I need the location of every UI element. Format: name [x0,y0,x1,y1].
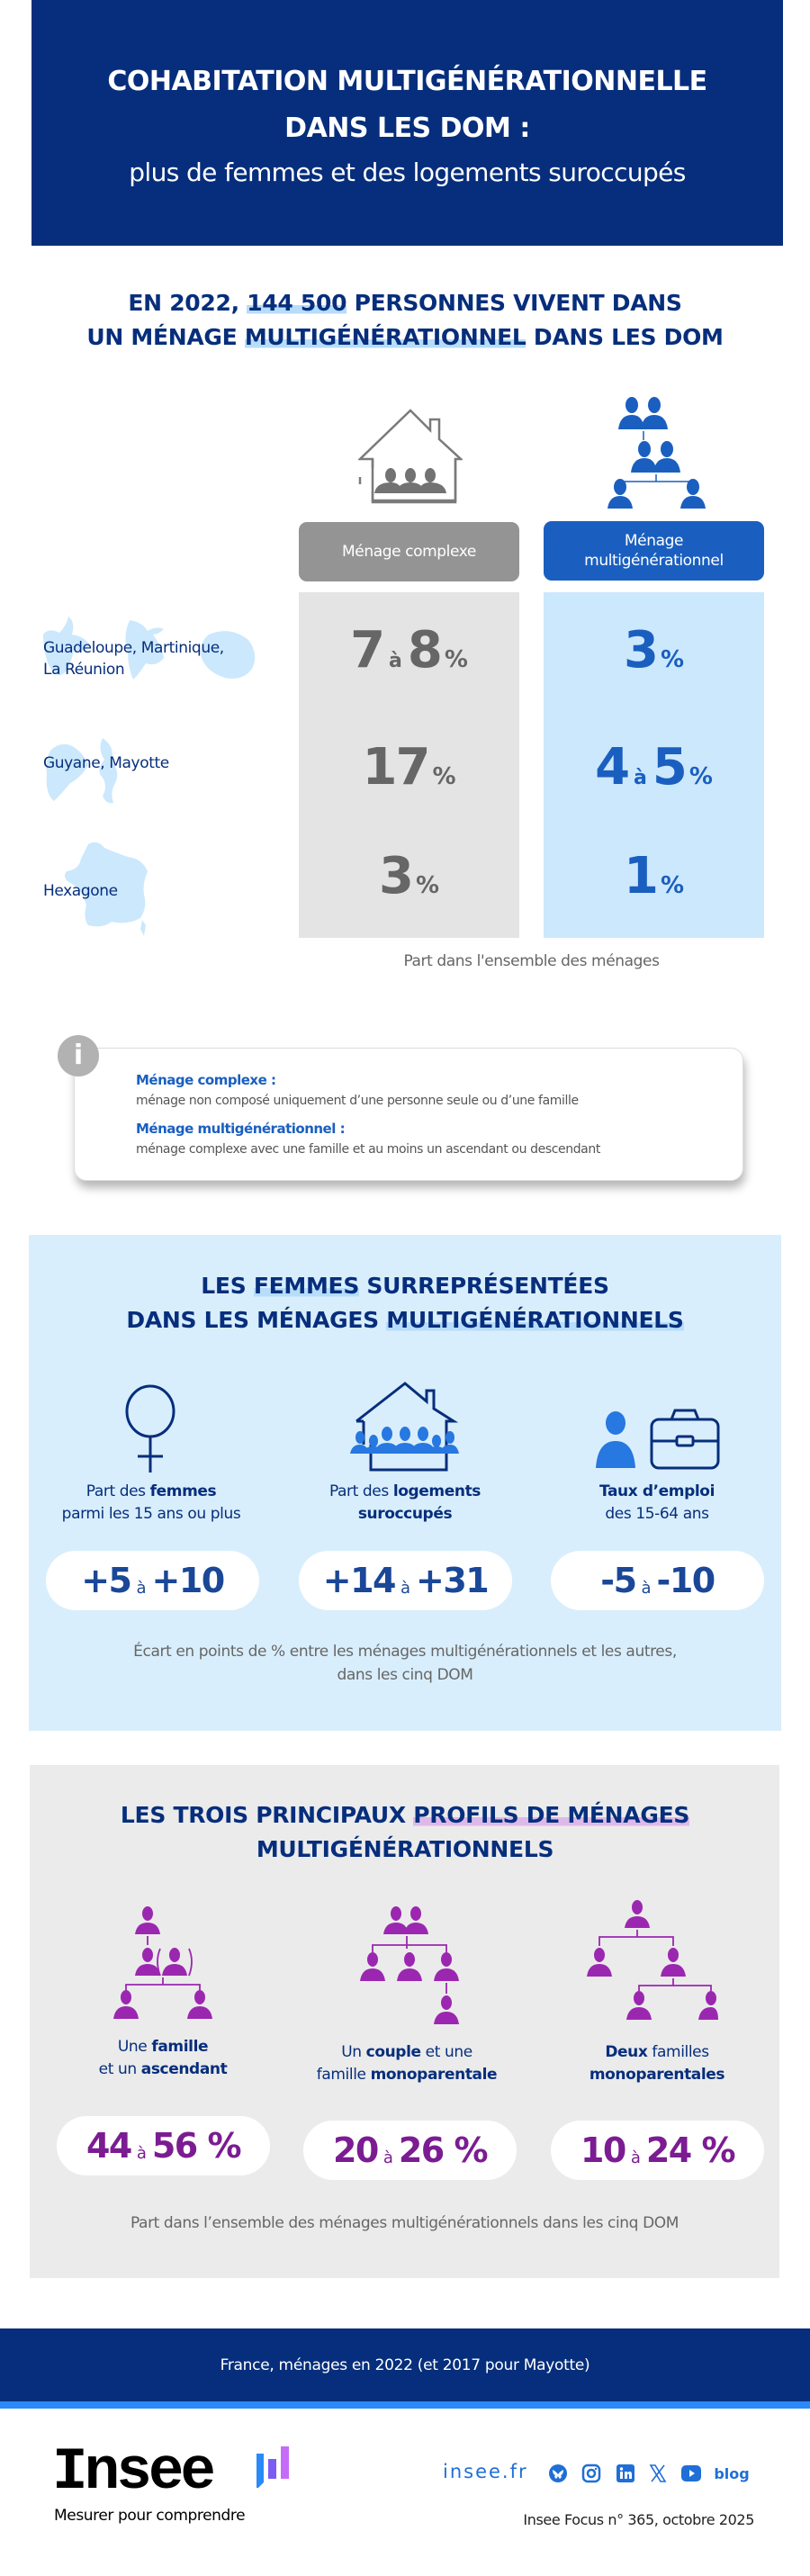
value-pill-overcrowded-housing [299,1551,512,1610]
label-bold: couple [365,2043,421,2061]
title-text: LES TROIS PRINCIPAUX [120,1802,414,1828]
definition-term: Ménage multigénérationnel : [136,1121,346,1137]
profile-label-family-ascendant [46,2036,280,2081]
highlight-word: PROFILS DE MÉNAGES [413,1802,690,1828]
value-number: +5 [81,1561,131,1600]
region-label-antilles-reunion [43,637,277,680]
section2-footnote [29,1640,781,1687]
label-text: et une [420,2043,472,2061]
value-number: 24 % [645,2130,735,2170]
column-header-label: multigénérationnel [584,552,724,570]
value-number: 8 [407,621,441,680]
region-label-hexagone [43,880,277,902]
value-unit: % [660,646,685,673]
value-unit: % [415,872,440,899]
value-multi-antilles-reunion [544,621,764,680]
value-separator: à [136,1578,147,1598]
value-number: -10 [656,1561,715,1600]
column-header-menage-complexe [299,522,519,581]
value-number: 17 [362,738,429,797]
label-bold: ascendant [140,2060,228,2078]
title-text: UN MÉNAGE [86,324,245,350]
youtube-icon[interactable] [681,2463,701,2483]
label-text: famille [316,2066,371,2084]
value-unit: % [444,646,468,673]
blog-label: blog [714,2464,750,2482]
title-text: LES [201,1273,254,1299]
generations-tree-icon [608,392,706,509]
title-line-1: COHABITATION MULTIGÉNÉRATIONNELLE [107,66,707,97]
column-header-label: Ménage [624,532,684,550]
label-text: et un [98,2060,141,2078]
section3-title [0,1798,810,1867]
definition-text: ménage complexe avec une famille et au moins un ascendant ou descendant [136,1142,600,1157]
main-title [107,59,706,152]
value-pill-family-ascendant [57,2116,270,2175]
source-band [0,2328,810,2401]
highlight-word: MULTIGÉNÉRATIONNEL [244,324,526,350]
footnote-line: Écart en points de % entre les ménages multigénérationnels et les autres, [133,1643,677,1661]
value-number: 5 [652,738,686,797]
value-number: 56 % [151,2126,241,2166]
value-pill-couple-single-parent [303,2121,517,2180]
value-unit: % [660,872,685,899]
definitions-box [74,1048,743,1181]
highlight-number: 144 500 [247,290,347,316]
section2-title [0,1269,810,1338]
highlight-word: FEMMES [253,1273,360,1299]
label-text: des 15-64 ans [605,1505,709,1523]
value-multi-guyane-mayotte [544,738,764,797]
x-icon[interactable] [648,2463,668,2483]
label-text: Part des [328,1482,393,1500]
instagram-icon[interactable] [581,2463,601,2483]
value-number: +31 [416,1561,489,1600]
header-banner [32,0,783,246]
value-separator: à [400,1578,411,1598]
value-number: 7 [350,621,384,680]
label-bold: monoparentales [589,2066,725,2084]
female-symbol-icon [122,1384,179,1474]
value-number: -5 [600,1561,636,1600]
value-unit: % [688,763,713,790]
label-text: familles [647,2043,709,2061]
region-label-guyane-mayotte [43,752,277,774]
source-text: France, ménages en 2022 (et 2017 pour Mayotte) [220,2355,590,2374]
definition-term: Ménage complexe : [136,1072,276,1088]
family-with-ascendant-icon [113,1905,212,2022]
linkedin-icon[interactable] [616,2463,635,2483]
guyane-mayotte-map-icon [43,738,142,810]
column-header-menage-multigenerationnel [544,521,764,581]
footnote-line: dans les cinq DOM [337,1666,473,1684]
couple-and-single-parent-icon [360,1905,459,2027]
value-complex-antilles-reunion [299,621,519,680]
value-number: 44 [86,2126,131,2166]
insee-logo[interactable]: Insee [52,2438,213,2506]
title-text: DANS LES DOM [526,324,724,350]
label-bold: famille [151,2038,209,2056]
region-label-line: Guyane, Mayotte [43,754,169,772]
value-number: 3 [378,847,412,905]
label-text: Part des [86,1482,150,1500]
value-separator: à [634,767,647,789]
title-text: EN 2022, [128,290,248,316]
profile-label-two-single-parent-families [540,2041,774,2086]
value-complex-hexagone [299,847,519,905]
value-number: 20 [332,2130,378,2170]
label-bold: femmes [149,1482,217,1500]
logo-tagline: Mesurer pour comprendre [54,2507,246,2525]
label-bold: suroccupés [357,1505,453,1523]
indicator-label-women [34,1481,268,1526]
value-number: 4 [595,738,629,797]
value-pill-employment-rate [551,1551,764,1610]
value-number: 3 [623,621,657,680]
value-separator: à [389,650,402,672]
value-number: 26 % [398,2130,488,2170]
region-label-line: Hexagone [43,882,118,900]
two-single-parent-families-icon [583,1899,718,2025]
label-bold: logements [392,1482,482,1500]
value-separator: à [382,2148,393,2167]
indicator-label-employment-rate [540,1481,774,1526]
value-number: +14 [322,1561,395,1600]
value-separator: à [641,1578,652,1598]
value-complex-guyane-mayotte [299,738,519,797]
value-multi-hexagone [544,847,764,905]
indicator-label-overcrowded-housing [288,1481,522,1526]
bluesky-icon[interactable] [548,2463,568,2483]
value-number: 10 [580,2130,626,2170]
value-separator: à [136,2143,147,2163]
label-bold: monoparentale [370,2066,498,2084]
site-link[interactable]: insee.fr [443,2461,528,2482]
label-bold: Deux [605,2043,648,2061]
accent-stripe [0,2401,810,2409]
blog-icon[interactable] [716,2463,748,2483]
title-line-2: DANS LES DOM : [284,113,530,144]
region-label-line: Guadeloupe, Martinique, [43,639,224,657]
definition-text: ménage non composé uniquement d’une personne seule ou d’une famille [136,1094,579,1108]
profile-label-couple-single-parent [290,2041,524,2086]
value-number: 1 [623,847,657,905]
column-header-label: Ménage complexe [342,543,476,561]
value-number: +10 [151,1561,224,1600]
column-menage-complexe [299,592,519,938]
crowded-house-icon [349,1382,461,1472]
column-menage-multigenerationnel [544,592,764,938]
label-text: Un [341,2043,366,2061]
value-pill-women [46,1551,259,1610]
person-briefcase-icon [594,1409,720,1470]
section3-footnote: Part dans l’ensemble des ménages multigénérationnels dans les cinq DOM [130,2214,680,2232]
insee-logo-bars-icon [256,2446,291,2488]
title-text: PERSONNES VIVENT DANS [346,290,682,316]
label-text: parmi les 15 ans ou plus [61,1505,241,1523]
title-text: SURREPRÉSENTÉES [359,1273,609,1299]
section1-title [0,286,810,355]
value-unit: % [432,763,456,790]
info-icon: i [58,1035,99,1076]
house-with-people-icon [358,403,463,508]
region-label-line: La Réunion [43,661,125,679]
value-separator: à [630,2148,641,2167]
title-text: DANS LES MÉNAGES [126,1307,387,1333]
label-text: Une [117,2038,152,2056]
label-bold: Taux d’emploi [598,1482,716,1500]
highlight-word: MULTIGÉNÉRATIONNELS [386,1307,684,1333]
section1-footnote: Part dans l'ensemble des ménages [403,952,660,970]
publication-reference: Insee Focus n° 365, octobre 2025 [523,2511,754,2528]
subtitle: plus de femmes et des logements suroccupés [129,158,686,187]
value-pill-two-single-parent-families [551,2121,764,2180]
title-text: MULTIGÉNÉRATIONNELS [256,1836,554,1862]
